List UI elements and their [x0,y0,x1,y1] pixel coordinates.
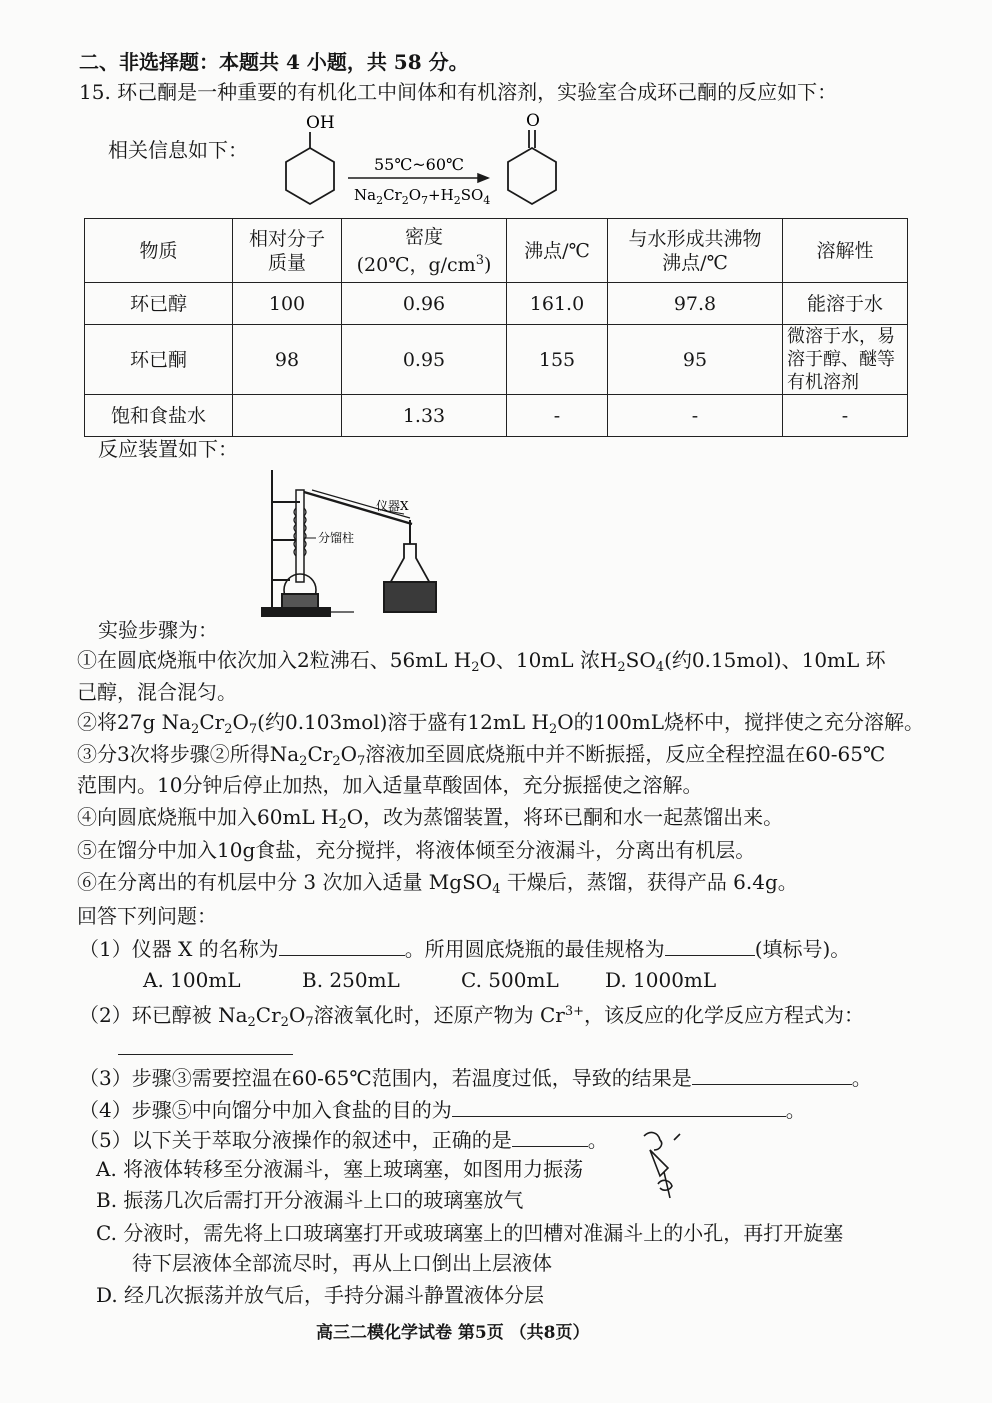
product-group-label: O [526,111,540,131]
reaction-arrow [348,174,488,182]
q1-option-a: A. 100mL [143,968,241,992]
q4-text-b: 。 [785,1098,806,1122]
cell-boiling-point: 161.0 [507,283,608,325]
question-3 [79,1064,872,1090]
cell-substance: 环已酮 [85,325,233,395]
page-footer: 高三二模化学试卷 第5页 （共8页） [316,1323,590,1343]
cell-azeotrope-bp: - [608,395,783,437]
step-3-line-1: ③分3次将步骤②所得$Na_2Cr_2O_7$溶液加至圆底烧瓶中并不断振摇，反应全程控温在60-65℃ [77,742,886,769]
header-density: 密度 (20℃，$g/cm^3$) [342,219,507,283]
reaction-scheme [276,108,576,212]
q1-text-b: 。所用圆底烧瓶的最佳规格为 [404,937,665,961]
header-solubility: 溶解性 [783,219,908,283]
cell-solubility: 能溶于水 [783,283,908,325]
header-azeotrope-bp: 与水形成共沸物沸点/℃ [608,219,783,283]
q1-answer-blank-2[interactable] [665,935,755,956]
steps-label: 实验步骤为： [98,618,218,642]
cell-boiling-point: - [507,395,608,437]
question-4 [79,1096,806,1122]
q3-text-a: （3）步骤③需要控温在60-65℃范围内，若温度过低，导致的结果是 [79,1066,692,1090]
step-5: ⑤在馏分中加入10g食盐，充分搅拌，将液体倾至分液漏斗，分离出有机层。 [77,838,756,862]
q5-option-c-line-1: C. 分液时，需先将上口玻璃塞打开或玻璃塞上的凹槽对准漏斗上的小孔，再打开旋塞 [96,1221,844,1245]
q1-option-d: D. 1000mL [605,968,717,992]
cyclohexanol-structure [286,132,334,204]
q3-answer-blank[interactable] [692,1064,852,1085]
apparatus-figure [252,462,452,628]
related-info-label: 相关信息如下： [108,138,248,162]
separatory-funnel-figure [636,1128,686,1206]
cell-boiling-point: 155 [507,325,608,395]
cell-substance: 环已醇 [85,283,233,325]
table-row [85,283,908,325]
step-2: ②将27g $Na_2Cr_2O_7$(约0.103mol)溶于盛有12mL $H_2O$的100mL烧杯中，搅拌使之充分溶解。 [77,710,925,737]
cell-substance: 饱和食盐水 [85,395,233,437]
section-heading: 二、非选择题：本题共 4 小题，共 58 分。 [79,50,469,74]
q1-answer-blank-1[interactable] [279,935,405,956]
question-1 [79,935,850,961]
q4-text-a: （4）步骤⑤中向馏分中加入食盐的目的为 [79,1098,452,1122]
q1-text-c: (填标号)。 [754,937,851,961]
cell-azeotrope-bp: 95 [608,325,783,395]
step-1-line-2: 己醇，混合混匀。 [77,680,237,704]
header-substance: 物质 [85,219,233,283]
apparatus-label: 反应装置如下： [98,437,238,461]
header-boiling-point: 沸点/℃ [507,219,608,283]
question-2: （2）环已醇被 $Na_2Cr_2O_7$溶液氧化时，还原产物为 $Cr^{3+}$，该反应的化学反应方程式为： [79,1003,865,1030]
cell-azeotrope-bp: 97.8 [608,283,783,325]
q5-text-a: （5）以下关于萃取分液操作的叙述中，正确的是 [79,1128,512,1152]
table-header-row [85,219,908,283]
q3-text-b: 。 [851,1066,872,1090]
properties-table [84,218,908,437]
cyclohexanone-structure [508,130,556,204]
q5-option-a: A. 将液体转移至分液漏斗，塞上玻璃塞，如图用力振荡 [96,1157,584,1181]
instrument-x-label: 仪器X [376,499,409,513]
cell-density: 1.33 [342,395,507,437]
cell-density: 0.96 [342,283,507,325]
cell-density: 0.95 [342,325,507,395]
cell-molar-mass: 100 [233,283,342,325]
step-3-line-2: 范围内。10分钟后停止加热，加入适量草酸固体，充分振摇使之溶解。 [77,773,703,797]
step-4: ④向圆底烧瓶中加入60mL $H_2O$，改为蒸馏装置，将环已酮和水一起蒸馏出来。 [77,805,784,832]
condition-temperature: 55℃~60℃ [374,155,464,174]
header-molar-mass: 相对分子质量 [233,219,342,283]
answer-label: 回答下列问题： [77,904,217,928]
q2-answer-line[interactable] [118,1052,293,1055]
q5-option-c-line-2: 待下层液体全部流尽时，再从上口倒出上层液体 [132,1251,552,1275]
cell-solubility: 微溶于水，易溶于醇、醚等有机溶剂 [783,325,908,395]
q5-option-b: B. 振荡几次后需打开分液漏斗上口的玻璃塞放气 [96,1188,524,1212]
q1-option-b: B. 250mL [302,968,400,992]
table-row [85,325,908,395]
table-row [85,395,908,437]
condition-reagent: $Na_2Cr_2O_7+H_2SO_4$ [354,186,491,207]
step-1-line-1: ①在圆底烧瓶中依次加入2粒沸石、56mL $H_2O$、10mL 浓$H_2SO_4$(约0.15mol)、10mL 环 [77,648,886,675]
q1-text-a: （1）仪器 X 的名称为 [79,937,279,961]
step-6: ⑥在分离出的有机层中分 3 次加入适量 MgSO$_4$ 干燥后，蒸馏，获得产品 6.4g。 [77,870,798,897]
q1-option-c: C. 500mL [461,968,559,992]
reactant-group-label: OH [306,113,335,133]
cell-molar-mass: 98 [233,325,342,395]
question-15-intro: 15. 环己酮是一种重要的有机化工中间体和有机溶剂，实验室合成环己酮的反应如下： [79,80,838,104]
q5-text-b: 。 [587,1128,608,1152]
q5-option-d: D. 经几次振荡并放气后，手持分漏斗静置液体分层 [96,1283,545,1307]
question-5 [79,1126,608,1152]
fractionating-column-label: 分馏柱 [318,531,355,545]
q4-answer-blank[interactable] [452,1096,786,1117]
cell-molar-mass [233,395,342,437]
q5-answer-blank[interactable] [512,1126,588,1147]
cell-solubility: - [783,395,908,437]
